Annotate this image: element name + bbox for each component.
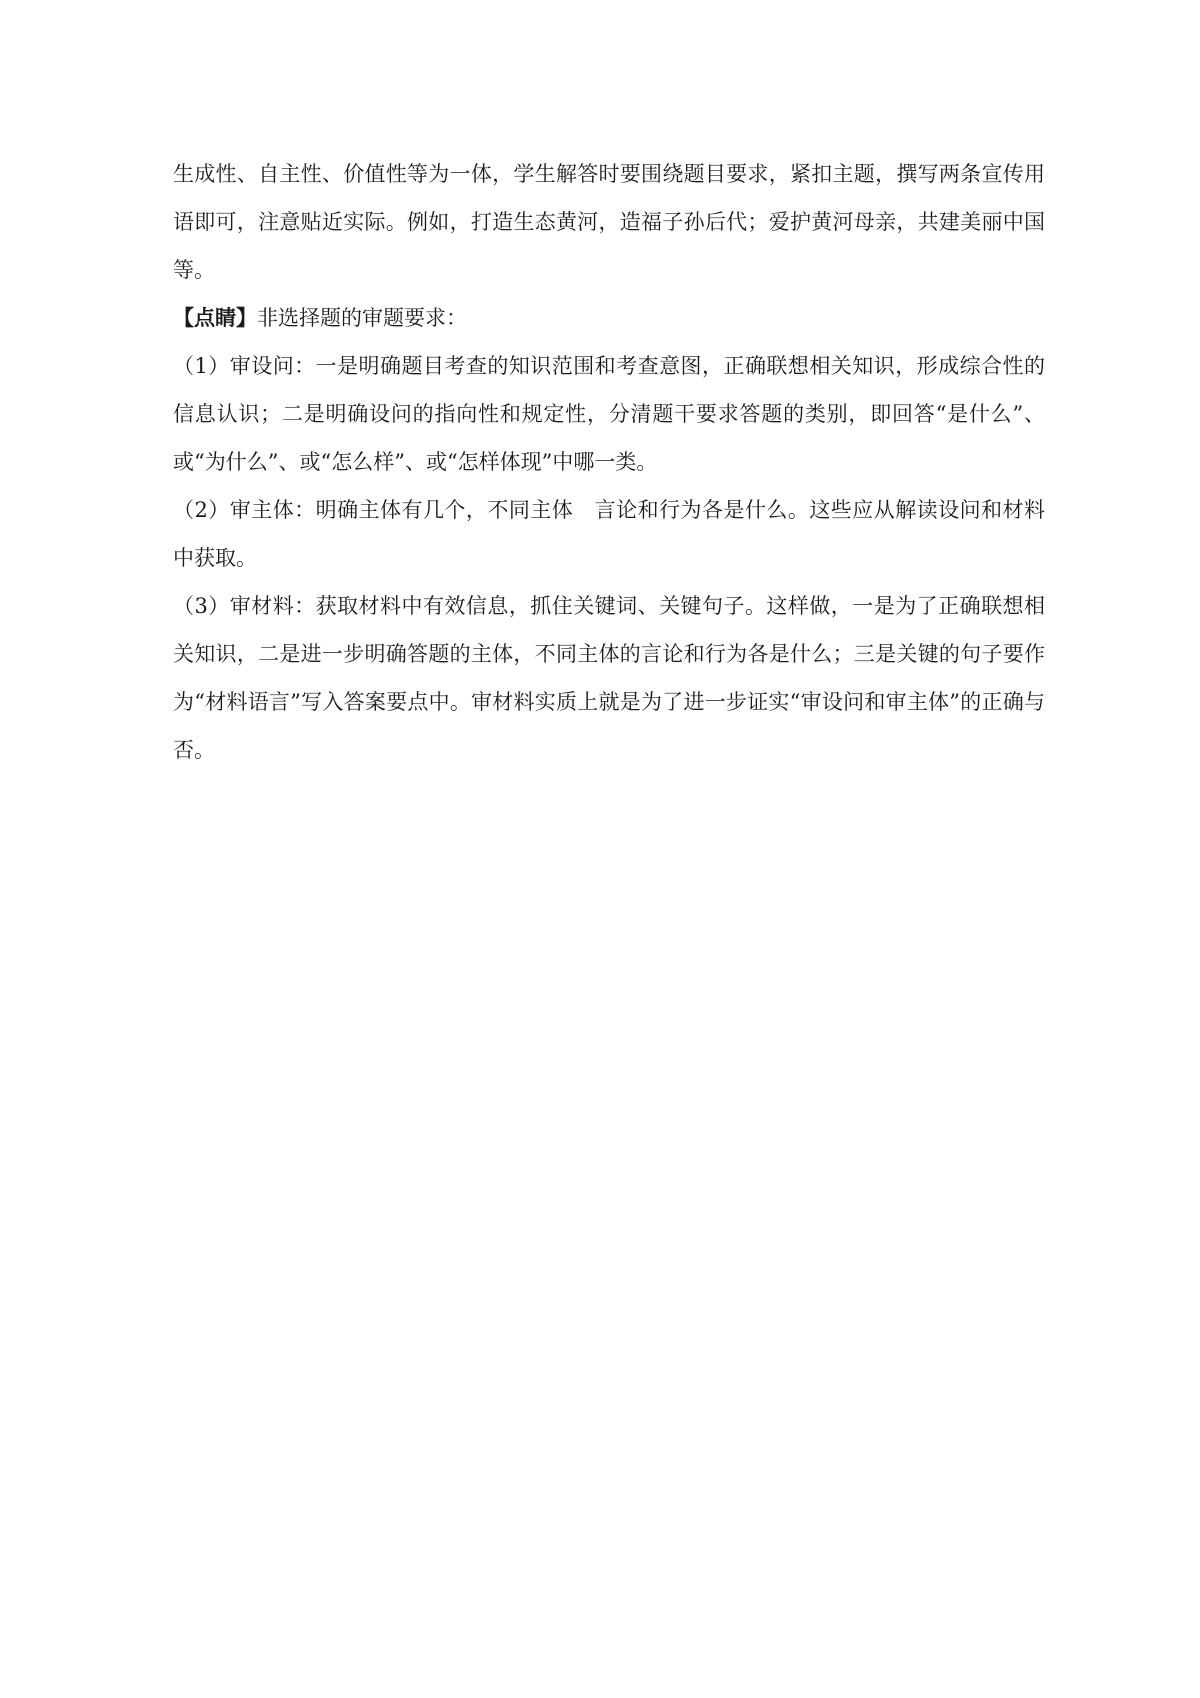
document-body bbox=[173, 150, 1045, 774]
paragraph-review-question: （1）审设问：一是明确题目考查的知识范围和考查意图，正确联想相关知识，形成综合性的信息认识；二是明确设问的指向性和规定性，分清题干要求答题的类别，即回答“是什么”、或“为什么”、或“怎么样”、或“怎样体现”中哪一类。 bbox=[173, 354, 1045, 474]
highlight-label: 【点睛】 bbox=[173, 305, 257, 330]
paragraph-review-material: （3）审材料：获取材料中有效信息，抓住关键词、关键句子。这样做，一是为了正确联想相关知识，二是进一步明确答题的主体，不同主体的言论和行为各是什么；三是关键的句子要作为“材料语言”写入答案要点中。审材料实质上就是为了进一步证实“审设问和审主体”的正确与否。 bbox=[173, 594, 1045, 762]
highlight-text: 非选择题的审题要求： bbox=[257, 306, 467, 330]
paragraph-highlight bbox=[173, 294, 1045, 342]
paragraph-answer-explanation: 生成性、自主性、价值性等为一体，学生解答时要围绕题目要求，紧扣主题，撰写两条宣传用语即可，注意贴近实际。例如，打造生态黄河，造福子孙后代；爱护黄河母亲，共建美丽中国等。 bbox=[173, 162, 1045, 282]
paragraph-review-subject: （2）审主体：明确主体有几个，不同主体 言论和行为各是什么。这些应从解读设问和材料中获取。 bbox=[173, 498, 1045, 570]
